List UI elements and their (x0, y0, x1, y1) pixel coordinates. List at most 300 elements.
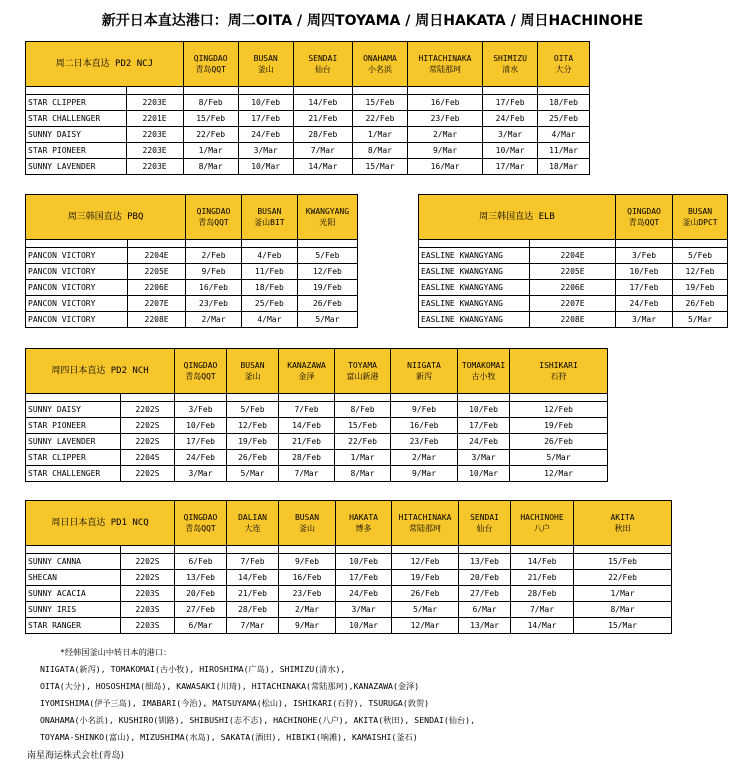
port-header (279, 501, 336, 546)
voyage-number: 2207E (128, 296, 186, 312)
port-name-en: OITA (553, 54, 574, 63)
eta-date: 5/Feb (673, 248, 728, 264)
spacer-cell (458, 394, 510, 402)
eta-date: 9/Feb (279, 554, 336, 570)
port-name-en: HAKATA (349, 513, 378, 522)
spacer-cell (175, 394, 227, 402)
page-title: 新开日本直达港口：周二OITA / 周四TOYAMA / 周日HAKATA / 周日HACHINOHE (101, 13, 644, 29)
eta-date: 5/Mar (392, 602, 459, 618)
vessel-name: SUNNY DAISY (26, 127, 127, 143)
eta-date: 14/Feb (279, 418, 335, 434)
eta-date: 12/Feb (227, 418, 279, 434)
eta-date: 5/Mar (673, 312, 728, 328)
eta-date: 27/Feb (175, 602, 227, 618)
eta-date: 11/Mar (538, 143, 590, 159)
vessel-name: SHECAN (26, 570, 121, 586)
port-name-cn: 常陆那珂 (429, 65, 462, 74)
eta-date: 24/Feb (238, 127, 293, 143)
spacer-cell (26, 394, 121, 402)
port-name-cn: 八户 (534, 524, 551, 533)
eta-date: 1/Mar (352, 127, 407, 143)
vessel-name: SUNNY IRIS (26, 602, 121, 618)
port-name-cn: 釜山 (257, 65, 274, 74)
port-name-cn: 古小牧 (471, 372, 496, 381)
eta-date: 1/Mar (335, 450, 391, 466)
eta-date: 5/Mar (510, 450, 608, 466)
table-row (26, 127, 590, 143)
table-row (419, 296, 728, 312)
eta-date: 7/Mar (279, 466, 335, 482)
eta-date: 26/Feb (392, 586, 459, 602)
eta-date: 9/Mar (407, 143, 482, 159)
port-name-cn: 大连 (244, 524, 261, 533)
eta-date: 21/Feb (279, 434, 335, 450)
port-header (574, 501, 672, 546)
table-row (26, 466, 608, 482)
spacer-cell (459, 546, 511, 554)
port-name-en: HITACHINAKA (398, 513, 452, 522)
eta-date: 14/Mar (293, 159, 352, 175)
eta-date: 15/Mar (574, 618, 672, 634)
spacer-cell (391, 394, 458, 402)
vessel-name: SUNNY CANNA (26, 554, 121, 570)
eta-date: 8/Mar (335, 466, 391, 482)
eta-date: 12/Feb (297, 264, 357, 280)
eta-date: 11/Feb (241, 264, 297, 280)
vessel-name: EASLINE KWANGYANG (419, 312, 530, 328)
eta-date: 19/Feb (510, 418, 608, 434)
eta-date: 18/Feb (538, 95, 590, 111)
port-name-cn: 石狩 (550, 372, 567, 381)
schedule-table-pd2-ncj (25, 41, 590, 175)
eta-date: 21/Feb (227, 586, 279, 602)
eta-date: 9/Mar (279, 618, 336, 634)
port-header (297, 195, 357, 240)
port-name-en: SHIMIZU (493, 54, 527, 63)
port-name-en: ONAHAMA (363, 54, 397, 63)
eta-date: 17/Feb (483, 95, 538, 111)
spacer-cell (297, 240, 357, 248)
eta-date: 2/Mar (279, 602, 336, 618)
vessel-name: SUNNY LAVENDER (26, 434, 121, 450)
eta-date: 12/Mar (510, 466, 608, 482)
voyage-number: 2203E (126, 127, 183, 143)
port-name-en: KWANGYANG (305, 207, 350, 216)
vessel-name: PANCON VICTORY (26, 264, 128, 280)
eta-date: 10/Feb (175, 418, 227, 434)
eta-date: 12/Mar (392, 618, 459, 634)
port-name-cn: 青岛QQT (195, 65, 226, 74)
spacer-cell (574, 546, 672, 554)
eta-date: 10/Feb (238, 95, 293, 111)
eta-date: 10/Feb (616, 264, 673, 280)
port-name-cn: 新泻 (416, 372, 433, 381)
table-row (26, 264, 358, 280)
port-name-en: HACHINOHE (520, 513, 564, 522)
eta-date: 10/Mar (238, 159, 293, 175)
eta-date: 9/Feb (186, 264, 242, 280)
eta-date: 15/Feb (335, 418, 391, 434)
eta-date: 4/Feb (241, 248, 297, 264)
vessel-name: PANCON VICTORY (26, 296, 128, 312)
vessel-name: SUNNY ACACIA (26, 586, 121, 602)
port-name-cn: 常陆那珂 (409, 524, 442, 533)
eta-date: 8/Feb (183, 95, 238, 111)
vessel-name: SUNNY LAVENDER (26, 159, 127, 175)
eta-date: 4/Mar (538, 127, 590, 143)
eta-date: 28/Feb (293, 127, 352, 143)
voyage-number: 2202S (121, 418, 175, 434)
voyage-number: 2203E (126, 143, 183, 159)
eta-date: 17/Mar (483, 159, 538, 175)
voyage-number: 2202S (121, 466, 175, 482)
service-name: 周二日本直达 PD2 NCJ (26, 42, 184, 87)
port-name-en: BUSAN (294, 513, 320, 522)
port-name-en: QINGDAO (196, 207, 231, 216)
schedule-table-pd2-nch (25, 348, 608, 482)
eta-date: 20/Feb (459, 570, 511, 586)
schedule-table-elb (418, 194, 728, 328)
schedule-table-pd1-ncq (25, 500, 672, 634)
service-name: 周三韩国直达 PBQ (26, 195, 186, 240)
eta-date: 15/Mar (352, 159, 407, 175)
port-name-cn: 小名浜 (367, 65, 392, 74)
spacer-cell (227, 394, 279, 402)
notes-line: TOYAMA-SHINKO(富山), MIZUSHIMA(水岛), SAKATA(酒田), HIBIKI(响滩), KAMAISHI(釜石) (40, 732, 418, 742)
eta-date: 19/Feb (227, 434, 279, 450)
eta-date: 16/Feb (407, 95, 482, 111)
port-header (279, 349, 335, 394)
port-header (183, 42, 238, 87)
port-name-cn: 青岛QQT (198, 218, 229, 227)
table-row (26, 434, 608, 450)
transship-notes (40, 644, 475, 746)
port-name-cn: 博多 (355, 524, 372, 533)
table-row (419, 248, 728, 264)
eta-date: 14/Mar (511, 618, 574, 634)
notes-line: OITA(大分), HOSOSHIMA(细岛), KAWASAKI(川琦), HITACHINAKA(常陆那珂),KANAZAWA(金泽) (40, 681, 420, 691)
spacer-cell (186, 240, 242, 248)
port-name-cn: 釜山 (244, 372, 261, 381)
eta-date: 12/Feb (392, 554, 459, 570)
eta-date: 16/Feb (391, 418, 458, 434)
port-header (538, 42, 590, 87)
spacer-cell (511, 546, 574, 554)
vessel-name: SUNNY DAISY (26, 402, 121, 418)
eta-date: 15/Feb (352, 95, 407, 111)
spacer-cell (279, 394, 335, 402)
eta-date: 21/Feb (511, 570, 574, 586)
spacer-cell (293, 87, 352, 95)
vessel-name: EASLINE KWANGYANG (419, 264, 530, 280)
port-header (392, 501, 459, 546)
eta-date: 3/Mar (336, 602, 392, 618)
eta-date: 16/Mar (407, 159, 482, 175)
port-name-cn: 金泽 (298, 372, 315, 381)
port-name-cn: 釜山DPCT (682, 218, 718, 227)
vessel-name: STAR CLIPPER (26, 95, 127, 111)
table-row (26, 570, 672, 586)
eta-date: 24/Feb (175, 450, 227, 466)
eta-date: 17/Feb (336, 570, 392, 586)
voyage-number: 2206E (530, 280, 616, 296)
port-name-cn: 青岛QQT (185, 524, 216, 533)
voyage-number: 2202S (121, 434, 175, 450)
voyage-number: 2201E (126, 111, 183, 127)
spacer-cell (483, 87, 538, 95)
eta-date: 8/Mar (574, 602, 672, 618)
vessel-name: STAR PIONEER (26, 143, 127, 159)
port-header (510, 349, 608, 394)
table-row (26, 586, 672, 602)
spacer-cell (26, 546, 121, 554)
eta-date: 2/Mar (391, 450, 458, 466)
eta-date: 14/Feb (511, 554, 574, 570)
spacer-cell (352, 87, 407, 95)
port-name-en: KANAZAWA (287, 361, 326, 370)
vessel-name: PANCON VICTORY (26, 280, 128, 296)
spacer-cell (616, 240, 673, 248)
eta-date: 7/Mar (227, 618, 279, 634)
eta-date: 5/Feb (227, 402, 279, 418)
eta-date: 6/Mar (175, 618, 227, 634)
eta-date: 10/Mar (458, 466, 510, 482)
eta-date: 16/Feb (279, 570, 336, 586)
port-name-en: BUSAN (687, 207, 713, 216)
port-name-cn: 青岛QQT (628, 218, 660, 227)
eta-date: 21/Feb (293, 111, 352, 127)
eta-date: 22/Feb (352, 111, 407, 127)
spacer-cell (128, 240, 186, 248)
table-row (26, 402, 608, 418)
port-header (616, 195, 673, 240)
spacer-cell (121, 394, 175, 402)
port-header (352, 42, 407, 87)
eta-date: 8/Mar (183, 159, 238, 175)
spacer-cell (227, 546, 279, 554)
table-row (419, 280, 728, 296)
spacer-cell (510, 394, 608, 402)
eta-date: 7/Feb (279, 402, 335, 418)
eta-date: 10/Feb (458, 402, 510, 418)
eta-date: 8/Mar (352, 143, 407, 159)
spacer-cell (336, 546, 392, 554)
eta-date: 26/Feb (227, 450, 279, 466)
spacer-cell (407, 87, 482, 95)
voyage-number: 2207E (530, 296, 616, 312)
eta-date: 23/Feb (279, 586, 336, 602)
notes-line: NIIGATA(新泻), TOMAKOMAI(古小牧), HIROSHIMA(广岛), SHIMIZU(清水), (40, 664, 346, 674)
eta-date: 3/Mar (238, 143, 293, 159)
table-row (26, 312, 358, 328)
port-name-cn: 青岛QQT (185, 372, 216, 381)
voyage-number: 2203E (126, 159, 183, 175)
eta-date: 23/Feb (186, 296, 242, 312)
port-name-cn: 富山新港 (346, 372, 379, 381)
eta-date: 18/Mar (538, 159, 590, 175)
voyage-number: 2204E (530, 248, 616, 264)
eta-date: 22/Feb (574, 570, 672, 586)
eta-date: 10/Mar (483, 143, 538, 159)
eta-date: 7/Mar (293, 143, 352, 159)
port-name-cn: 大分 (555, 65, 572, 74)
vessel-name: EASLINE KWANGYANG (419, 280, 530, 296)
vessel-name: STAR CLIPPER (26, 450, 121, 466)
eta-date: 7/Feb (227, 554, 279, 570)
eta-date: 1/Mar (183, 143, 238, 159)
spacer-cell (175, 546, 227, 554)
eta-date: 14/Feb (227, 570, 279, 586)
spacer-row (26, 240, 358, 248)
port-header (407, 42, 482, 87)
port-name-en: ISHIKARI (539, 361, 578, 370)
eta-date: 12/Feb (673, 264, 728, 280)
eta-date: 19/Feb (673, 280, 728, 296)
voyage-number: 2205E (128, 264, 186, 280)
spacer-row (26, 546, 672, 554)
port-name-cn: 釜山 (299, 524, 316, 533)
port-header (293, 42, 352, 87)
voyage-number: 2208E (128, 312, 186, 328)
eta-date: 23/Feb (391, 434, 458, 450)
table-row (26, 159, 590, 175)
port-name-en: BUSAN (257, 207, 282, 216)
eta-date: 28/Feb (227, 602, 279, 618)
service-name: 周四日本直达 PD2 NCH (26, 349, 175, 394)
eta-date: 24/Feb (616, 296, 673, 312)
eta-date: 6/Feb (175, 554, 227, 570)
voyage-number: 2205E (530, 264, 616, 280)
eta-date: 22/Feb (335, 434, 391, 450)
port-name-en: TOYAMA (348, 361, 377, 370)
notes-heading: *经韩国釜山中转日本的港口： (60, 647, 172, 657)
eta-date: 2/Mar (407, 127, 482, 143)
port-name-en: BUSAN (240, 361, 265, 370)
eta-date: 23/Feb (407, 111, 482, 127)
table-row (26, 450, 608, 466)
eta-date: 2/Feb (186, 248, 242, 264)
port-header (227, 501, 279, 546)
eta-date: 17/Feb (238, 111, 293, 127)
spacer-cell (530, 240, 616, 248)
voyage-number: 2202S (121, 554, 175, 570)
spacer-cell (419, 240, 530, 248)
spacer-row (26, 87, 590, 95)
table-row (26, 280, 358, 296)
eta-date: 28/Feb (511, 586, 574, 602)
spacer-cell (538, 87, 590, 95)
port-name-en: NIIGATA (407, 361, 441, 370)
voyage-number: 2202S (121, 570, 175, 586)
spacer-cell (183, 87, 238, 95)
voyage-number: 2203S (121, 602, 175, 618)
notes-line: IYOMISHIMA(伊予三岛), IMABARI(今治), MATSUYAMA(松山), ISHIKARI(石狩), TSURUGA(敦贺) (40, 698, 430, 708)
port-name-en: TOMAKOMAI (461, 361, 506, 370)
eta-date: 14/Feb (293, 95, 352, 111)
eta-date: 26/Feb (297, 296, 357, 312)
port-header (175, 349, 227, 394)
vessel-name: PANCON VICTORY (26, 248, 128, 264)
vessel-name: PANCON VICTORY (26, 312, 128, 328)
notes-line: ONAHAMA(小名浜), KUSHIRO(钏路), SHIBUSHI(志不志), HACHINOHE(八户), AKITA(秋田), SENDAI(仙台), (40, 715, 476, 725)
eta-date: 5/Feb (297, 248, 357, 264)
port-header (186, 195, 242, 240)
eta-date: 2/Mar (186, 312, 242, 328)
eta-date: 1/Mar (574, 586, 672, 602)
port-name-en: QINGDAO (627, 207, 661, 216)
port-header (335, 349, 391, 394)
table-row (26, 618, 672, 634)
port-name-cn: 清水 (502, 65, 519, 74)
spacer-cell (279, 546, 336, 554)
port-header (458, 349, 510, 394)
eta-date: 3/Mar (458, 450, 510, 466)
vessel-name: EASLINE KWANGYANG (419, 296, 530, 312)
eta-date: 24/Feb (336, 586, 392, 602)
table-row (419, 312, 728, 328)
voyage-number: 2204E (128, 248, 186, 264)
spacer-cell (26, 240, 128, 248)
vessel-name: STAR RANGER (26, 618, 121, 634)
eta-date: 4/Mar (241, 312, 297, 328)
spacer-cell (673, 240, 728, 248)
port-header (336, 501, 392, 546)
port-name-en: HITACHINAKA (418, 54, 472, 63)
spacer-cell (392, 546, 459, 554)
port-header (238, 42, 293, 87)
port-header (241, 195, 297, 240)
port-name-en: QINGDAO (193, 54, 228, 63)
voyage-number: 2203E (126, 95, 183, 111)
port-name-cn: 仙台 (314, 65, 331, 74)
eta-date: 17/Feb (616, 280, 673, 296)
table-row (26, 95, 590, 111)
eta-date: 25/Feb (538, 111, 590, 127)
port-name-en: AKITA (610, 513, 635, 522)
eta-date: 17/Feb (175, 434, 227, 450)
eta-date: 7/Mar (511, 602, 574, 618)
port-name-en: DALIAN (238, 513, 267, 522)
port-name-en: SENDAI (470, 513, 499, 522)
eta-date: 3/Mar (483, 127, 538, 143)
spacer-cell (121, 546, 175, 554)
spacer-cell (241, 240, 297, 248)
eta-date: 3/Feb (175, 402, 227, 418)
eta-date: 26/Feb (510, 434, 608, 450)
port-header (511, 501, 574, 546)
eta-date: 5/Mar (227, 466, 279, 482)
port-header (459, 501, 511, 546)
voyage-number: 2208E (530, 312, 616, 328)
port-name-en: SENDAI (308, 54, 338, 63)
table-row (26, 111, 590, 127)
port-header (483, 42, 538, 87)
eta-date: 17/Feb (458, 418, 510, 434)
vessel-name: STAR PIONEER (26, 418, 121, 434)
port-header (673, 195, 728, 240)
port-name-cn: 釜山BIT (254, 218, 285, 227)
eta-date: 28/Feb (279, 450, 335, 466)
voyage-number: 2204S (121, 450, 175, 466)
voyage-number: 2203S (121, 618, 175, 634)
spacer-cell (126, 87, 183, 95)
eta-date: 6/Mar (459, 602, 511, 618)
eta-date: 22/Feb (183, 127, 238, 143)
port-header (227, 349, 279, 394)
eta-date: 9/Feb (391, 402, 458, 418)
voyage-number: 2206E (128, 280, 186, 296)
voyage-number: 2203S (121, 586, 175, 602)
